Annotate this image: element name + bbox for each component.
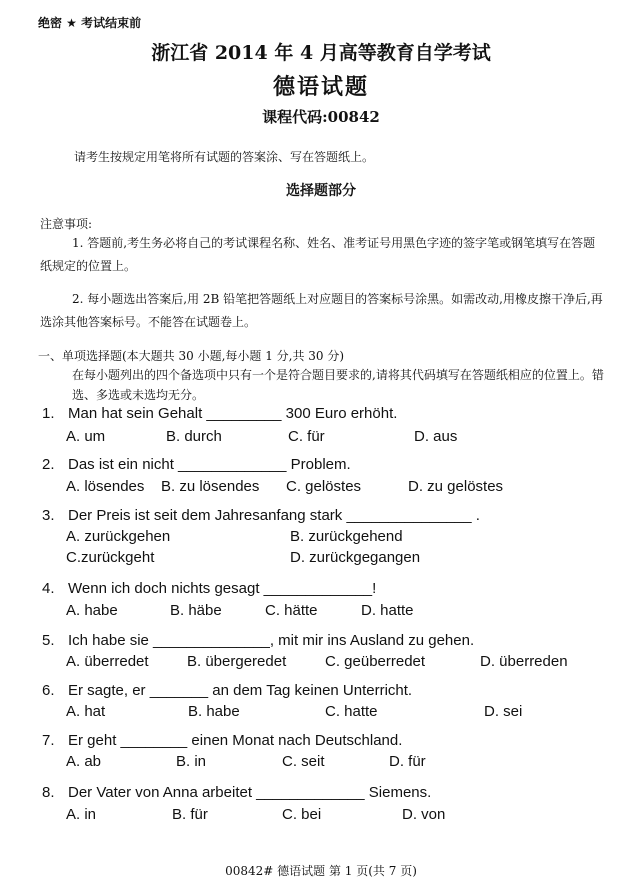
option-d: D. überreden [480, 653, 568, 670]
question-number: 7. [42, 732, 55, 749]
option-d: D. sei [484, 703, 523, 720]
option-b: B. übergeredet [187, 653, 287, 670]
exam-title: 浙江省 2014 年 4 月高等教育自学考试 [151, 42, 491, 64]
option-b: B. in [176, 753, 207, 770]
option-c: C. seit [282, 753, 325, 770]
question-number: 1. [42, 405, 55, 422]
option-d: D. für [389, 753, 426, 770]
question-text: Ich habe sie ______________, mit mir ins Ausland zu gehen. [68, 632, 475, 649]
note-item-2: 2. 每小题选出答案后,用 2B 铅笔把答题纸上对应题目的答案标号涂黑。如需改动,用橡皮擦干净后,再选涂其他答案标号。不能答在试题卷上。 [40, 292, 603, 329]
course-code: 课程代码:00842 [262, 108, 380, 126]
option-b: B. häbe [170, 602, 222, 619]
question-number: 5. [42, 632, 55, 649]
option-c: C.zurückgeht [66, 549, 155, 566]
option-a: A. um [66, 428, 106, 445]
option-b: B. habe [188, 703, 240, 720]
option-a: A. hat [66, 703, 106, 720]
general-instruction: 请考生按规定用笔将所有试题的答案涂、写在答题纸上。 [74, 150, 375, 164]
option-a: A. überredet [66, 653, 149, 670]
option-d: D. zu gelöstes [408, 478, 504, 495]
option-c: C. geüberredet [325, 653, 426, 670]
option-a: A. ab [66, 753, 102, 770]
confidential-label: 绝密 ★ 考试结束前 [38, 16, 142, 30]
question-text: Man hat sein Gehalt _________ 300 Euro erhöht. [68, 405, 398, 422]
option-c: C. bei [282, 806, 322, 823]
option-c: C. hatte [325, 703, 378, 720]
option-a: A. zurückgehen [66, 528, 171, 545]
question-text: Das ist ein nicht _____________ Problem. [68, 456, 351, 473]
question-number: 2. [42, 456, 55, 473]
question-text: Der Vater von Anna arbeitet _____________ Siemens. [68, 784, 432, 801]
question-number: 4. [42, 580, 55, 597]
option-a: A. lösendes [66, 478, 145, 495]
option-b: B. durch [166, 428, 222, 445]
option-d: D. von [402, 806, 446, 823]
page-footer: 00842# 德语试题 第 1 页(共 7 页) [225, 864, 417, 878]
question-text: Er geht ________ einen Monat nach Deutschland. [68, 732, 403, 749]
option-a: A. habe [66, 602, 118, 619]
option-b: B. zurückgehend [290, 528, 403, 545]
option-b: B. zu lösendes [161, 478, 260, 495]
subject-title: 德语试题 [272, 74, 369, 100]
option-b: B. für [172, 806, 208, 823]
option-d: D. aus [414, 428, 458, 445]
question-text: Der Preis ist seit dem Jahresanfang stark _______________ . [68, 507, 480, 524]
option-c: C. für [288, 428, 325, 445]
part1-instruction: 在每小题列出的四个备选项中只有一个是符合题目要求的,请将其代码填写在答题纸相应的位置上。错选、多选或未选均无分。 [72, 368, 604, 402]
question-text: Er sagte, er _______ an dem Tag keinen Unterricht. [68, 682, 413, 699]
question-text: Wenn ich doch nichts gesagt _____________! [68, 580, 377, 597]
option-a: A. in [66, 806, 97, 823]
question-number: 6. [42, 682, 55, 699]
note-item-1: 1. 答题前,考生务必将自己的考试课程名称、姓名、准考证号用黑色字迹的签字笔或钢笔填写在答题纸规定的位置上。 [40, 236, 596, 273]
question-number: 3. [42, 507, 55, 524]
notes-heading: 注意事项: [40, 217, 93, 231]
option-d: D. hatte [361, 602, 414, 619]
option-c: C. hätte [265, 602, 318, 619]
option-c: C. gelöstes [286, 478, 362, 495]
section-title: 选择题部分 [286, 183, 356, 199]
option-d: D. zurückgegangen [290, 549, 421, 566]
question-number: 8. [42, 784, 55, 801]
part1-heading: 一、单项选择题(本大题共 30 小题,每小题 1 分,共 30 分) [38, 349, 345, 363]
